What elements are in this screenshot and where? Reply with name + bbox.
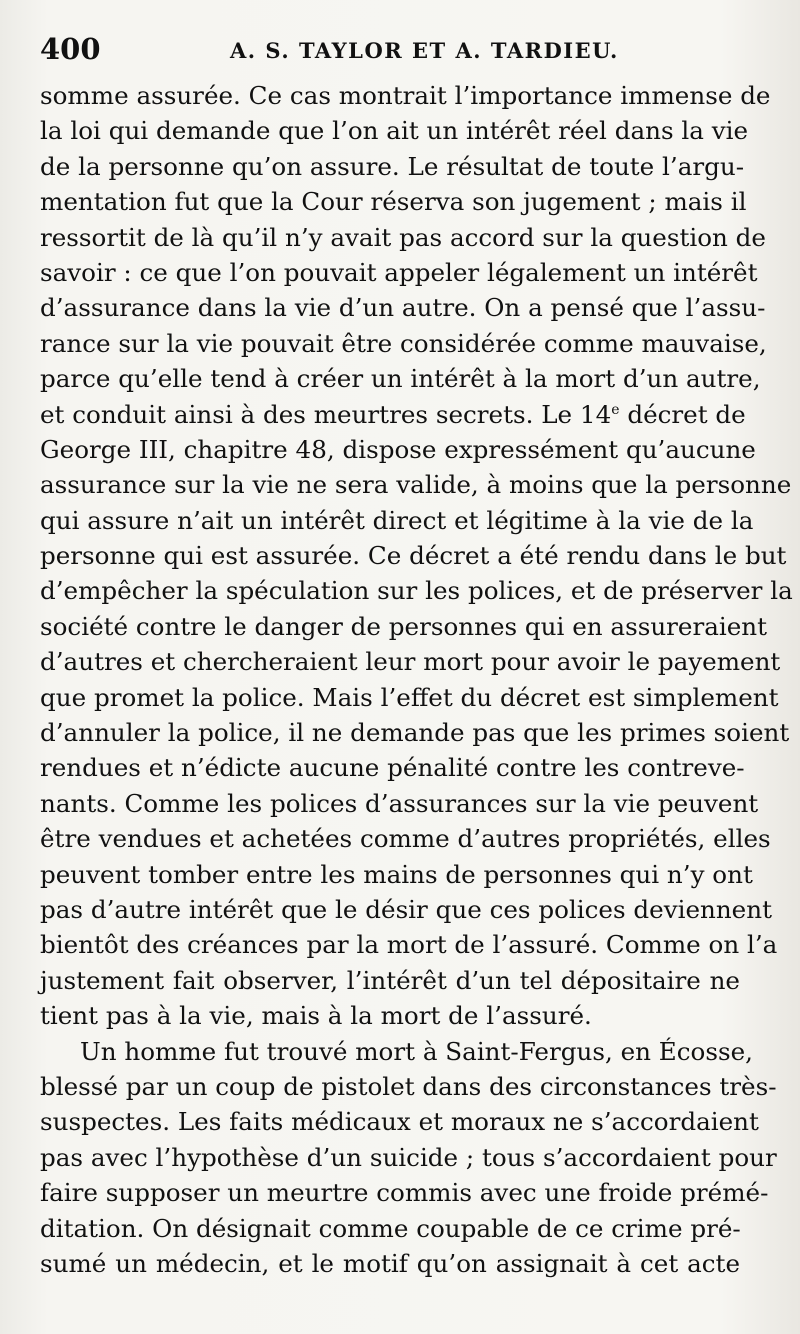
text-line: faire supposer un meurtre commis avec une froide prémé-: [40, 1178, 769, 1208]
text-line: d’annuler la police, il ne demande pas que les primes soient: [40, 718, 790, 748]
text-line: la loi qui demande que l’on ait un intérêt réel dans la vie: [40, 116, 749, 146]
text-line: de la personne qu’on assure. Le résultat de toute l’argu-: [40, 151, 745, 181]
text-line: assurance sur la vie ne sera valide, à moins que la personne: [40, 470, 792, 500]
text-line: d’assurance dans la vie d’un autre. On a pensé que l’assu-: [40, 293, 766, 323]
text-line: mentation fut que la Cour réserva son jugement ; mais il: [40, 187, 747, 217]
text-line: peuvent tomber entre les mains de personnes qui n’y ont: [40, 859, 753, 889]
ordinal-superscript: e: [611, 401, 620, 418]
text-line: sumé un médecin, et le motif qu’on assignait à cet acte: [40, 1248, 740, 1278]
text-line: Un homme fut trouvé mort à Saint-Fergus, en Écosse,: [80, 1036, 753, 1066]
text-line: somme assurée. Ce cas montrait l’importance immense de: [40, 81, 771, 110]
text-line: tient pas à la vie, mais à la mort de l’assuré.: [40, 1001, 592, 1031]
text-line: ditation. On désignait comme coupable de ce crime pré-: [40, 1213, 741, 1243]
text-line: d’empêcher la spéculation sur les polices, et de préserver la: [40, 576, 793, 606]
text-line: ressortit de là qu’il n’y avait pas accord sur la question de: [40, 222, 766, 252]
text-line: d’autres et chercheraient leur mort pour avoir le payement: [40, 647, 781, 677]
text-line: personne qui est assurée. Ce décret a été rendu dans le but: [40, 541, 787, 571]
text-line: que promet la police. Mais l’effet du décret est simplement: [40, 682, 779, 712]
text-line: rance sur la vie pouvait être considérée comme mauvaise,: [40, 328, 767, 358]
text-line: société contre le danger de personnes qui en assureraient: [40, 611, 768, 641]
running-head: A. S. TAYLOR ET A. TARDIEU.: [230, 38, 619, 63]
text-line: suspectes. Les faits médicaux et moraux ne s’accordaient: [40, 1107, 759, 1137]
text-line: George III, chapitre 48, dispose expressément qu’aucune: [40, 434, 756, 464]
page-number: 400: [40, 32, 101, 66]
text-line: rendues et n’édicte aucune pénalité contre les contreve-: [40, 753, 745, 783]
page-header: [40, 32, 760, 72]
text-line: être vendues et achetées comme d’autres propriétés, elles: [40, 824, 771, 854]
text-line: justement fait observer, l’intérêt d’un tel dépositaire ne: [40, 965, 740, 995]
text-line: nants. Comme les polices d’assurances sur la vie peuvent: [40, 788, 759, 818]
text-line: pas avec l’hypothèse d’un suicide ; tous s’accordaient pour: [40, 1142, 777, 1172]
text-segment: et conduit ainsi à des meurtres secrets. Le 14: [40, 399, 612, 429]
text-line: blessé par un coup de pistolet dans des circonstances très-: [40, 1071, 777, 1101]
text-line: qui assure n’ait un intérêt direct et légitime à la vie de la: [40, 505, 754, 535]
text-line: [40, 397, 746, 432]
text-line: bientôt des créances par la mort de l’assuré. Comme on l’a: [40, 930, 778, 960]
body-text: [40, 78, 793, 1281]
text-segment: décret de: [619, 399, 746, 429]
text-line: parce qu’elle tend à créer un intérêt à la mort d’un autre,: [40, 364, 761, 394]
text-line: savoir : ce que l’on pouvait appeler légalement un intérêt: [40, 257, 758, 287]
text-line: pas d’autre intérêt que le désir que ces polices deviennent: [40, 894, 772, 924]
